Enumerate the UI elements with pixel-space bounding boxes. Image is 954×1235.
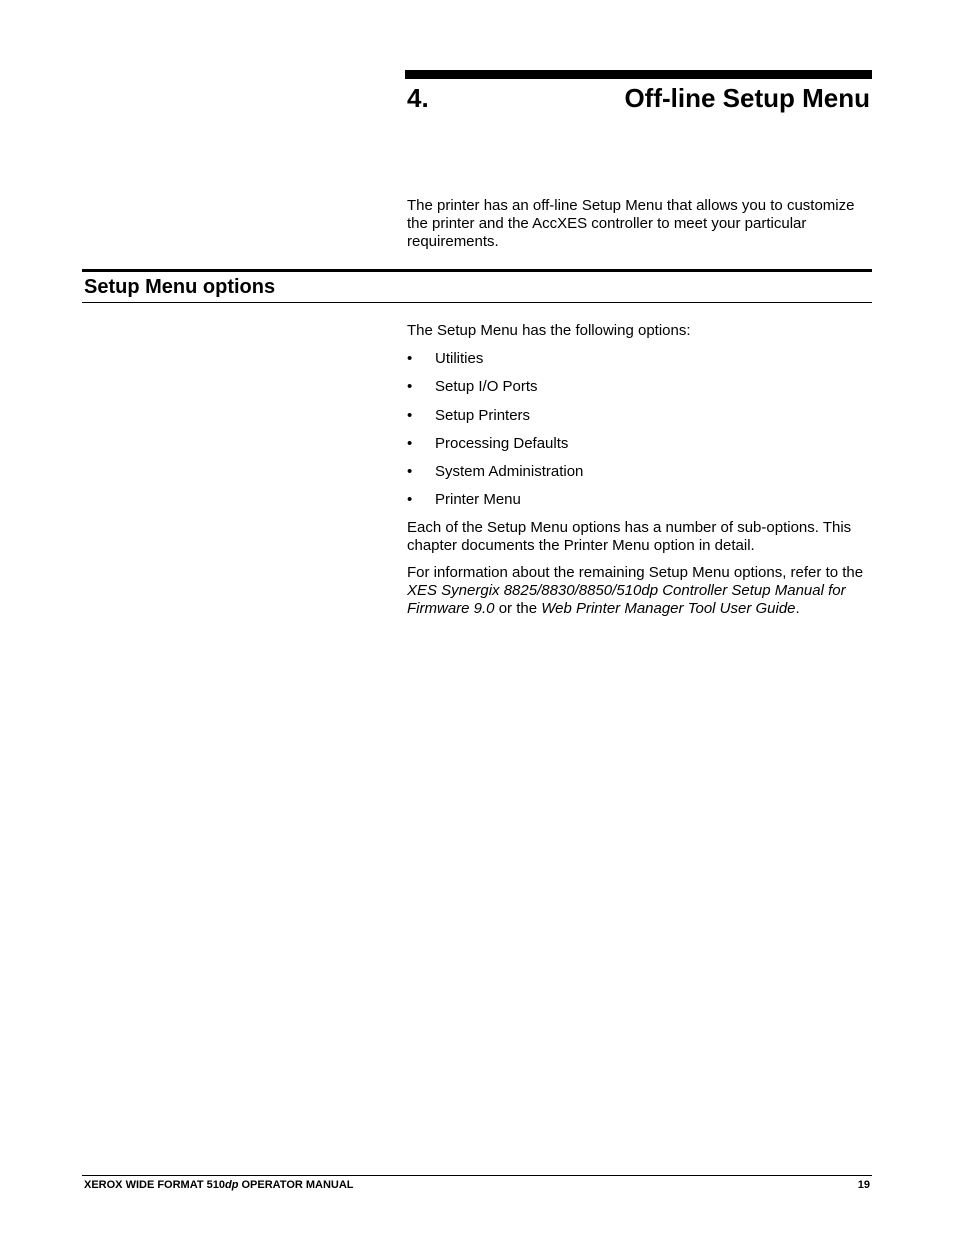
footer-manual-prefix: XEROX WIDE FORMAT 510 — [84, 1179, 225, 1191]
list-item-label: Setup I/O Ports — [435, 378, 538, 396]
section-heading: Setup Menu options — [84, 276, 276, 298]
page-number: 19 — [857, 1179, 870, 1191]
chapter-title: Off-line Setup Menu — [624, 83, 870, 113]
section-rule-bottom — [82, 302, 872, 303]
chapter-number: 4. — [407, 83, 429, 113]
controller-manual-title: XES Synergix 8825/8830/8850/510dp Controller Setup Manual for Firmware 9.0 — [407, 582, 846, 617]
list-item — [407, 378, 583, 406]
bullet-icon: • — [407, 491, 413, 509]
list-item-label: System Administration — [435, 463, 584, 481]
bullet-icon: • — [407, 406, 413, 424]
option-list — [407, 350, 583, 520]
bullet-icon: • — [407, 350, 413, 367]
list-item-label: Printer Menu — [435, 491, 521, 509]
sub-options-paragraph: Each of the Setup Menu options has a number of sub-options. This chapter documents the Printer Menu option in detail. — [407, 519, 852, 554]
web-guide-title: Web Printer Manager Tool User Guide — [541, 600, 796, 617]
list-item — [407, 463, 583, 491]
footer-model-suffix: dp — [224, 1179, 239, 1191]
footer-manual-name — [84, 1178, 354, 1192]
list-item-label: Processing Defaults — [435, 434, 569, 452]
list-item — [407, 350, 583, 378]
chapter-rule — [405, 70, 872, 79]
list-item — [407, 491, 583, 519]
footer-manual-suffix: OPERATOR MANUAL — [238, 1179, 354, 1191]
bullet-icon: • — [407, 434, 413, 452]
list-item — [407, 435, 583, 463]
section-rule-top — [82, 269, 872, 272]
footer-rule — [82, 1175, 872, 1176]
bullet-icon: • — [407, 463, 413, 481]
intro-paragraph: The printer has an off-line Setup Menu that allows you to customize the printer and the AccXES controller to meet your particular requirements. — [407, 197, 855, 250]
bullet-icon: • — [407, 378, 413, 396]
reference-paragraph — [407, 564, 877, 618]
list-item-label: Utilities — [435, 350, 484, 367]
list-item — [407, 407, 583, 435]
list-item-label: Setup Printers — [435, 406, 531, 424]
reference-prefix: For information about the remaining Setup Menu options, refer to the — [407, 564, 864, 581]
options-intro: The Setup Menu has the following options: — [407, 322, 691, 339]
reference-suffix: . — [795, 600, 800, 617]
reference-middle: or the — [494, 600, 542, 617]
